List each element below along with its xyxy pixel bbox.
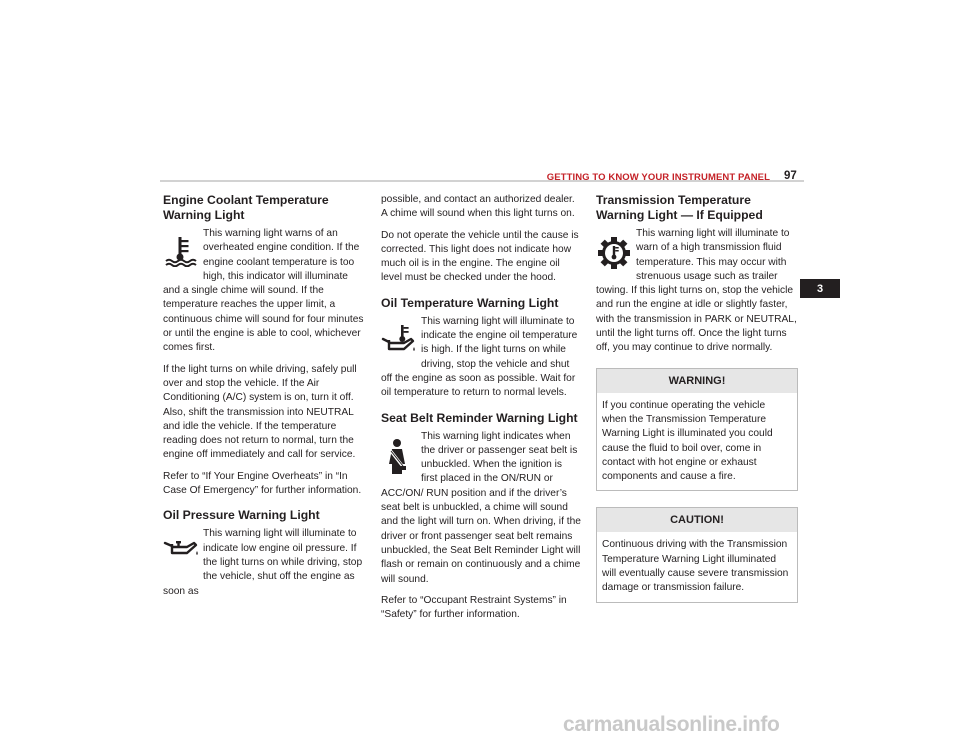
warning-box — [596, 368, 798, 492]
transmission-heading: Transmission Temperature Warning Light — If Equipped — [596, 193, 763, 222]
oil-temperature-icon — [381, 323, 418, 369]
column-middle — [381, 193, 581, 629]
seat-belt-icon — [381, 438, 418, 484]
running-header-title: GETTING TO KNOW YOUR INSTRUMENT PANEL — [546, 172, 770, 183]
coolant-paragraph-1: This warning light warns of an overheated engine condition. If the engine coolant temperature is too high, this indicator will illuminate and a single chime will sound. If the temperature reaches the upper limit, a continuous chime will sound for four minutes or until the engine is able to cool, whichever comes first. — [163, 228, 364, 354]
caution-text: Continuous driving with the Transmission Temperature Warning Light illuminated will eventually cause severe transmission damage or transmission failure. — [602, 539, 789, 594]
coolant-temperature-icon — [163, 235, 200, 281]
oil-pressure-paragraph-1: This warning light will illuminate to indicate low engine oil pressure. If the light turns on while driving, stop the vehicle, shut off the engine as soon as — [163, 528, 363, 597]
seat-belt-paragraph-1: This warning light indicates when the driver or passenger seat belt is unbuckled. When the ignition is first placed in the ON/RUN or ACC/ON/ RUN position and if the driver’s seat belt is unbuckled, a chime will sound and the light will turn on. When driving, if the driver or front passenger seat belt remains unbuckled, the Seat Belt Reminder Light will flash or remain on continuously and a chime will sound. — [381, 430, 581, 585]
page-number: 97 — [784, 170, 797, 182]
coolant-paragraph-2: If the light turns on while driving, safely pull over and stop the vehicle. If the Air Conditioning (A/C) system is on, turn it off. Also, shift the transmission into NEUTRAL and idle the vehicle. If the temperature reading does not return to normal, turn the engine off immediately and call for service. — [163, 363, 357, 461]
oil-temperature-heading: Oil Temperature Warning Light — [381, 295, 559, 310]
oil-can-icon — [163, 535, 200, 581]
coolant-heading: Engine Coolant Temperature Warning Light — [163, 193, 329, 222]
transmission-temperature-icon — [596, 235, 633, 281]
chapter-tab[interactable]: 3 — [800, 279, 840, 298]
coolant-paragraph-3: Refer to “If Your Engine Overheats” in “In Case Of Emergency” for further information. — [163, 470, 362, 497]
oil-temperature-paragraph-1: This warning light will illuminate to indicate the engine oil temperature is high. If the light turns on while driving, stop the vehicle and shut off the engine as soon as possible. Wait for oil temperature to return to normal levels. — [381, 315, 578, 399]
warning-title: WARNING! — [597, 369, 797, 393]
caution-title: CAUTION! — [597, 508, 797, 532]
transmission-paragraph-1: This warning light will illuminate to warn of a high transmission fluid temperature. This may occur with strenuous usage such as trailer towing. If this light turns on, stop the vehicle and run the engine at idle or slightly faster, with the transmission in PARK or NEUTRAL, until the light turns off. Once the light turns off, you may continue to drive normally. — [596, 228, 797, 354]
warning-text: If you continue operating the vehicle when the Transmission Temperature Warning Light is illuminated you could cause the fluid to boil over, come in contact with hot engine or exhaust components and cause a fire. — [602, 399, 773, 483]
oil-pressure-heading: Oil Pressure Warning Light — [163, 508, 320, 523]
column-right — [596, 193, 798, 619]
column-left — [163, 193, 366, 606]
seat-belt-paragraph-2: Refer to “Occupant Restraint Systems” in “Safety” for further information. — [381, 594, 567, 621]
watermark: carmanualsonline.info — [563, 713, 780, 736]
caution-box — [596, 507, 798, 602]
oil-pressure-continued-1: possible, and contact an authorized dealer. A chime will sound when this light turns on. — [381, 194, 575, 220]
seat-belt-heading: Seat Belt Reminder Warning Light — [381, 410, 578, 425]
oil-pressure-continued-2: Do not operate the vehicle until the cause is corrected. This light does not indicate how much oil is in the engine. The engine oil level must be checked under the hood. — [381, 229, 579, 284]
